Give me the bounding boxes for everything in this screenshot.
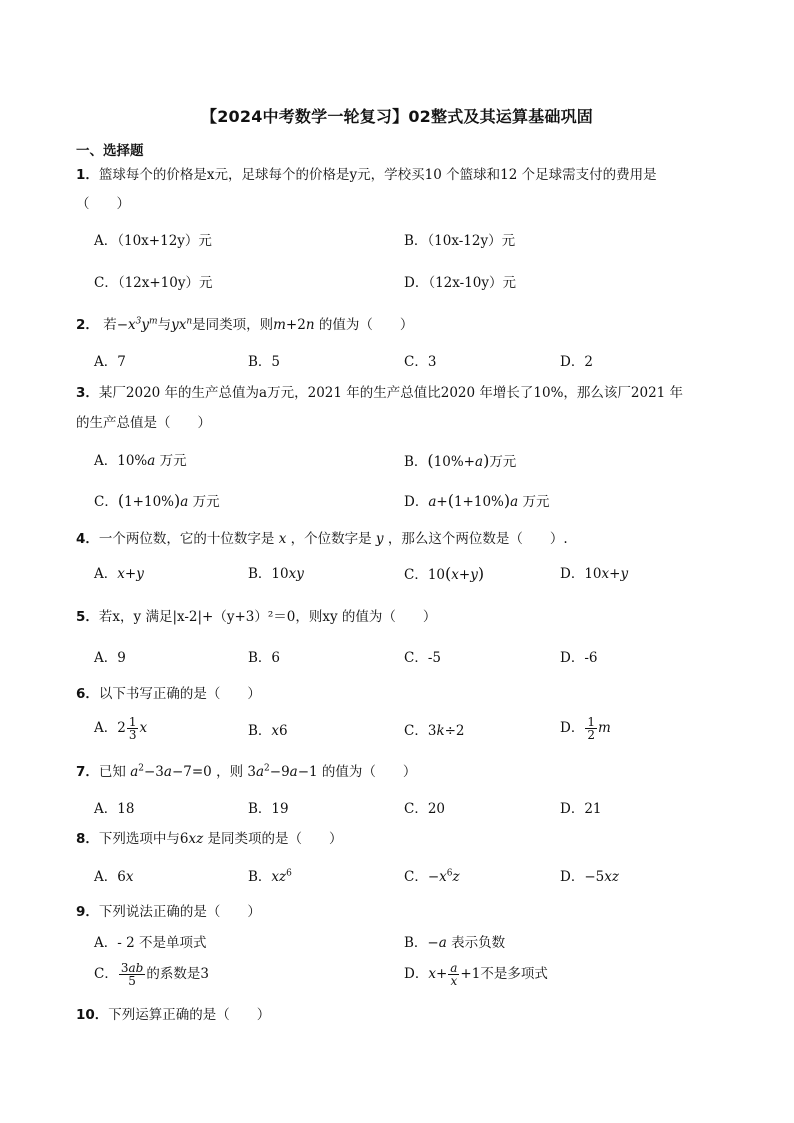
question-6-option-a: A．2 $\frac{1}{3}$ x bbox=[94, 715, 148, 742]
question-5-option-a: A．9 bbox=[94, 650, 126, 666]
question-3-stem: 3．某厂2020 年的生产总值为a万元，2021 年的生产总值比2020 年增长了10%，那么该厂2021 年 bbox=[76, 385, 684, 401]
question-4-option-b: B．10xy bbox=[248, 566, 304, 582]
question-4-option-d: D．10x+y bbox=[560, 566, 629, 582]
question-10-stem: 10．下列运算正确的是（ ） bbox=[76, 1007, 271, 1023]
question-7-option-a: A．18 bbox=[94, 801, 135, 817]
question-9-option-d: D．x+ $\frac{a}{x}$ +1不是多项式 bbox=[404, 961, 548, 988]
question-1-option-c: C．（12x+10y）元 bbox=[94, 275, 213, 291]
question-1-stem: 1．篮球每个的价格是x元，足球每个的价格是y元，学校买10 个篮球和12 个足球需支付的费用是 bbox=[76, 167, 657, 183]
question-8-option-b: B．$xz^6$ bbox=[248, 868, 292, 885]
question-5-stem: 5．若x，y 满足|x-2|+（y+3）²＝0，则xy 的值为（ ） bbox=[76, 609, 437, 625]
question-2-option-d: D．2 bbox=[560, 354, 593, 370]
question-2-option-c: C．3 bbox=[404, 354, 437, 370]
question-3-stem-cont: 的生产总值是（ ） bbox=[76, 415, 211, 431]
question-1-option-b: B．（10x-12y）元 bbox=[404, 233, 516, 249]
math-expression: m bbox=[273, 317, 286, 333]
question-3-option-d: D．a+(1+10%)a 万元 bbox=[404, 491, 550, 510]
question-9-option-a: A．- 2 不是单项式 bbox=[94, 935, 207, 951]
question-2-option-b: B．5 bbox=[248, 354, 281, 370]
question-6-option-b: B．x6 bbox=[248, 723, 288, 739]
question-7-option-b: B．19 bbox=[248, 801, 289, 817]
question-8-stem: 8．下列选项中与6xz 是同类项的是（ ） bbox=[76, 831, 343, 847]
question-8-option-c: C．$-x^6z$ bbox=[404, 868, 460, 885]
math-expression: $yx^n$ bbox=[171, 316, 193, 333]
question-3-option-b: B．(10%+a)万元 bbox=[404, 451, 517, 470]
question-9-option-c: C． $\frac{3ab}{5}$ 的系数是3 bbox=[94, 961, 209, 988]
question-5-option-c: C．-5 bbox=[404, 650, 441, 666]
question-4-stem: 4．一个两位数，它的十位数字是 x ，个位数字是 y ，那么这个两位数是（ ）. bbox=[76, 531, 568, 547]
question-2-option-a: A．7 bbox=[94, 354, 126, 370]
question-9-option-b: B．−a 表示负数 bbox=[404, 935, 506, 951]
question-7-option-d: D．21 bbox=[560, 801, 602, 817]
question-5-option-d: D．-6 bbox=[560, 650, 598, 666]
question-5-option-b: B．6 bbox=[248, 650, 281, 666]
section-heading: 一、选择题 bbox=[76, 143, 144, 159]
question-4-option-a: A．x+y bbox=[94, 566, 144, 582]
question-1-option-a: A．（10x+12y）元 bbox=[94, 233, 212, 249]
question-1-option-d: D．（12x-10y）元 bbox=[404, 275, 516, 291]
question-9-stem: 9．下列说法正确的是（ ） bbox=[76, 904, 261, 920]
question-4-option-c: C．10(x+y) bbox=[404, 564, 485, 583]
question-6-stem: 6．以下书写正确的是（ ） bbox=[76, 686, 261, 702]
question-8-option-d: D．−5xz bbox=[560, 869, 619, 885]
math-expression: $-x^3y^m$ bbox=[116, 316, 158, 333]
document-title: 【2024中考数学一轮复习】02整式及其运算基础巩固 bbox=[201, 107, 593, 126]
question-2-stem: 2． 若$-x^3y^m$与$yx^n$是同类项，则m+2n 的值为（ ） bbox=[76, 316, 414, 333]
question-3-option-a: A．10%a 万元 bbox=[94, 453, 187, 469]
question-7-option-c: C．20 bbox=[404, 801, 446, 817]
question-8-option-a: A．6x bbox=[94, 869, 134, 885]
question-6-option-c: C．3k÷2 bbox=[404, 723, 465, 739]
question-1-stem-cont: （ ） bbox=[76, 196, 130, 212]
question-3-option-c: C．(1+10%)a 万元 bbox=[94, 491, 220, 510]
question-7-stem: 7．已知 $a^2-3a-7=0$ ，则 $3a^2-9a-1$ 的值为（ ） bbox=[76, 763, 417, 780]
question-6-option-d: D． $\frac{1}{2}$ m bbox=[560, 715, 611, 742]
